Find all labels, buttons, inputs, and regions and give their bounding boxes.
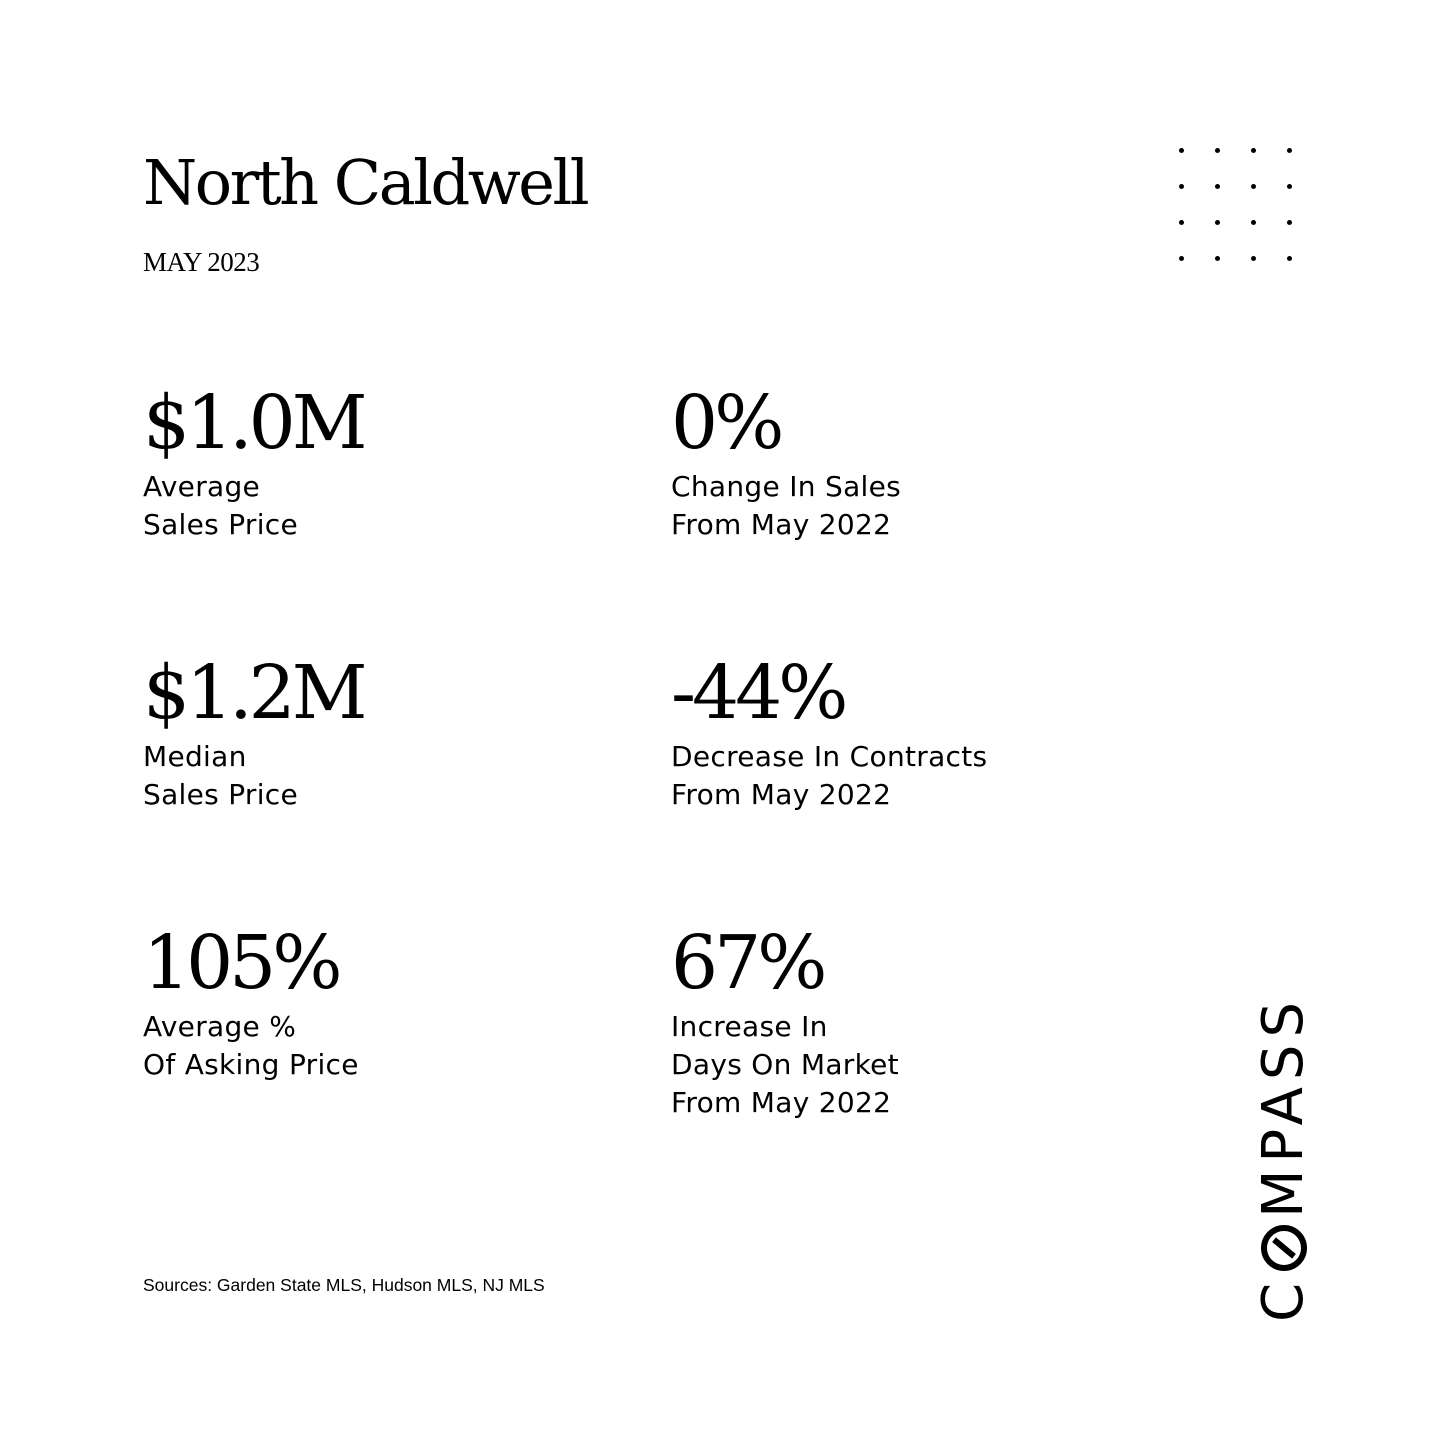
stat-change-in-sales: [671, 380, 1111, 544]
dot: [1215, 184, 1220, 189]
stat-decrease-in-contracts: [671, 650, 1111, 814]
dot: [1287, 220, 1292, 225]
stat-label-line: Increase In: [671, 1010, 828, 1043]
dot: [1251, 148, 1256, 153]
logo-text-end: MPASS: [1251, 994, 1316, 1218]
dot: [1287, 148, 1292, 153]
stat-label-line: From May 2022: [671, 508, 892, 541]
dot: [1179, 220, 1184, 225]
dot: [1215, 148, 1220, 153]
logo-o-icon: [1261, 1225, 1307, 1271]
stat-value: 67%: [671, 920, 824, 1006]
compass-logo: [1251, 942, 1316, 1322]
stat-value: -44%: [671, 650, 845, 736]
stat-label: [671, 738, 1111, 814]
dot: [1179, 184, 1184, 189]
dot: [1251, 220, 1256, 225]
sources-note: Sources: Garden State MLS, Hudson MLS, NJ MLS: [143, 1275, 545, 1295]
dot: [1179, 256, 1184, 261]
dot: [1287, 184, 1292, 189]
logo-text-start: C: [1251, 1275, 1316, 1322]
dot: [1179, 148, 1184, 153]
stat-label-line: Average: [143, 470, 261, 503]
dot: [1215, 256, 1220, 261]
stat-average-sales-price: [143, 380, 583, 544]
page-title: North Caldwell: [143, 146, 588, 219]
dot: [1251, 256, 1256, 261]
stat-value: $1.2M: [143, 650, 364, 736]
stat-label-line: Of Asking Price: [143, 1048, 359, 1081]
stat-value: $1.0M: [143, 380, 364, 466]
stat-label-line: Change In Sales: [671, 470, 902, 503]
dot: [1215, 220, 1220, 225]
stat-increase-days-on-market: [671, 920, 1111, 1122]
dot-grid-icon: [1176, 145, 1296, 265]
stat-label-line: Median: [143, 740, 247, 773]
report-date: MAY 2023: [143, 247, 260, 277]
stat-label: [143, 738, 583, 814]
stat-label: [143, 1008, 583, 1084]
stat-label: [143, 468, 583, 544]
stat-label-line: From May 2022: [671, 1086, 892, 1119]
stat-label-line: From May 2022: [671, 778, 892, 811]
stat-value: 0%: [671, 380, 781, 466]
stat-label-line: Sales Price: [143, 508, 299, 541]
stat-label-line: Days On Market: [671, 1048, 899, 1081]
dot: [1251, 184, 1256, 189]
stat-label-line: Sales Price: [143, 778, 299, 811]
stat-label: [671, 1008, 1111, 1122]
dot: [1287, 256, 1292, 261]
stat-median-sales-price: [143, 650, 583, 814]
stat-label: [671, 468, 1111, 544]
stat-value: 105%: [143, 920, 339, 1006]
stat-label-line: Average %: [143, 1010, 297, 1043]
stat-label-line: Decrease In Contracts: [671, 740, 988, 773]
stat-average-percent-of-asking: [143, 920, 583, 1084]
